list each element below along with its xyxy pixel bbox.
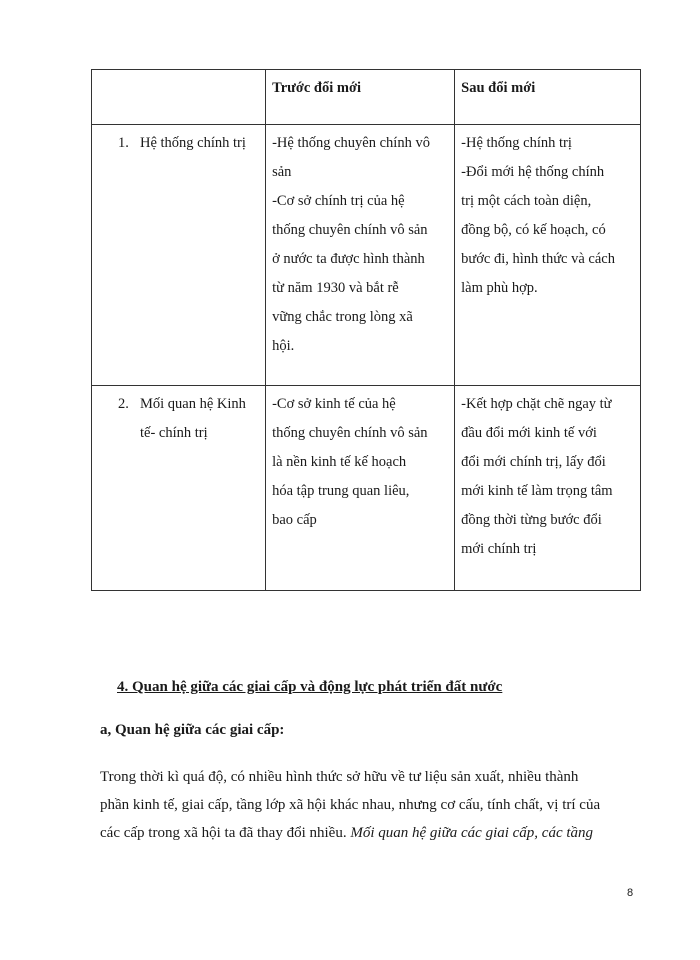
topic-cell (92, 125, 266, 386)
cell-line: -Hệ thống chính trị (461, 135, 572, 151)
subsection-heading: a, Quan hệ giữa các giai cấp: (100, 722, 285, 738)
cell-line: đồng bộ, có kế hoạch, có (461, 222, 606, 238)
cell-line: sản (272, 164, 292, 180)
cell-line: là nền kinh tế kế hoạch (272, 454, 407, 470)
paragraph-line: Trong thời kì quá độ, có nhiều hình thức sở hữu về tư liệu sản xuất, nhiều thành (100, 769, 579, 785)
cell-line: đầu đổi mới kinh tế với (461, 425, 597, 441)
cell-line: làm phù hợp. (461, 280, 538, 296)
topic-cell (92, 386, 266, 591)
cell-line: đổi mới chính trị, lấy đổi (461, 454, 606, 470)
cell-line: trị một cách toàn diện, (461, 193, 592, 209)
after-cell (455, 125, 641, 386)
paragraph-line (100, 819, 640, 847)
cell-line: -Cơ sở kinh tế của hệ (272, 396, 396, 412)
table-row (92, 125, 641, 386)
header-after: Sau đổi mới (455, 70, 641, 125)
cell-line: -Đổi mới hệ thống chính (461, 164, 605, 180)
paragraph-italic-text: Mối quan hệ giữa các giai cấp, các tầng (350, 825, 594, 841)
header-empty-cell (92, 70, 266, 125)
cell-line: ở nước ta được hình thành (272, 251, 425, 267)
cell-line: hóa tập trung quan liêu, (272, 483, 410, 499)
row-number: 2. (118, 396, 129, 412)
cell-line: hội. (272, 338, 295, 354)
header-before: Trước đổi mới (266, 70, 455, 125)
paragraph-line: phần kinh tế, giai cấp, tầng lớp xã hội khác nhau, nhưng cơ cấu, tính chất, vị trí của (100, 797, 601, 813)
body-paragraph (100, 763, 640, 847)
cell-line: vững chắc trong lòng xã (272, 309, 413, 325)
topic-line: Hệ thống chính trị (140, 135, 246, 151)
cell-line: mới chính trị (461, 541, 537, 557)
topic-line: tế- chính trị (140, 425, 208, 441)
topic-line: Mối quan hệ Kinh (140, 396, 246, 412)
cell-line: -Kết hợp chặt chẽ ngay từ (461, 396, 612, 412)
cell-line: -Cơ sở chính trị của hệ (272, 193, 405, 209)
table-header-row (92, 70, 641, 125)
paragraph-text: các cấp trong xã hội ta đã thay đổi nhiều. (100, 825, 351, 841)
cell-line: từ năm 1930 và bắt rễ (272, 280, 399, 296)
cell-line: bao cấp (272, 512, 317, 528)
cell-line: đồng thời từng bước đổi (461, 512, 602, 528)
before-cell (266, 386, 455, 591)
page-number: 8 (627, 887, 634, 899)
cell-line: mới kinh tế làm trọng tâm (461, 483, 613, 499)
before-cell (266, 125, 455, 386)
row-number: 1. (118, 135, 129, 151)
cell-line: bước đi, hình thức và cách (461, 251, 615, 267)
cell-line: thống chuyên chính vô sản (272, 425, 428, 441)
table-row (92, 386, 641, 591)
cell-line: -Hệ thống chuyên chính vô (272, 135, 430, 151)
cell-line: thống chuyên chính vô sản (272, 222, 428, 238)
section-heading: 4. Quan hệ giữa các giai cấp và động lực phát triển đất nước (117, 679, 503, 695)
comparison-table (91, 69, 641, 591)
after-cell (455, 386, 641, 591)
